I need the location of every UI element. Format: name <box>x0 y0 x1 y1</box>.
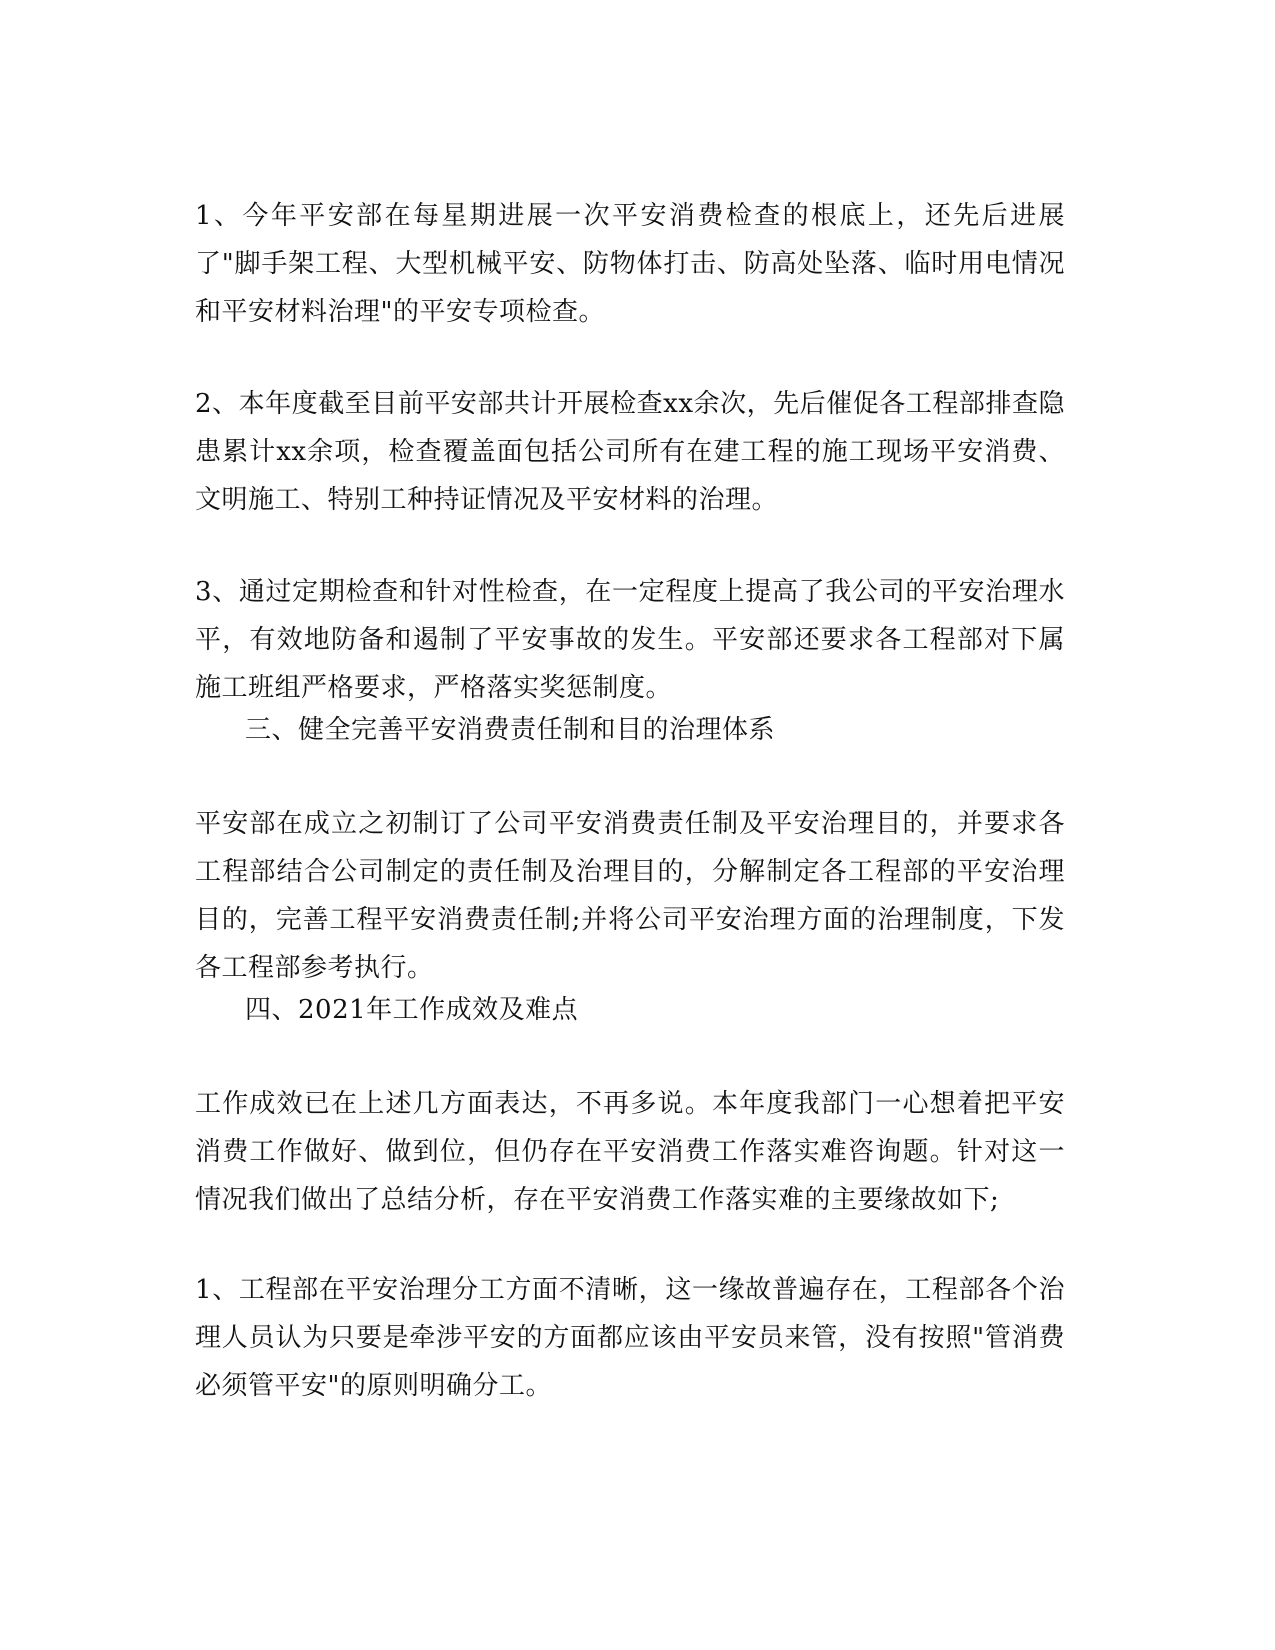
paragraph-regular-inspection: 3、通过定期检查和针对性检查，在一定程度上提高了我公司的平安治理水平，有效地防备和遏制了平安事故的发生。平安部还要求各工程部对下属施工班组严格要求，严格落实奖惩制度。 <box>195 577 1065 703</box>
paragraph-responsibility-system: 平安部在成立之初制订了公司平安消费责任制及平安治理目的，并要求各工程部结合公司制定的责任制及治理目的，分解制定各工程部的平安治理目的，完善工程平安消费责任制;并将公司平安治理方面的治理制度，下发各工程部参考执行。 <box>195 809 1065 983</box>
paragraph-inspection-count: 2、本年度截至目前平安部共计开展检查xx余次，先后催促各工程部排查隐患累计xx余项，检查覆盖面包括公司所有在建工程的施工现场平安消费、文明施工、特别工种持证情况及平安材料的治理。 <box>195 389 1065 515</box>
paragraph-safety-inspection: 1、今年平安部在每星期进展一次平安消费检查的根底上，还先后进展了"脚手架工程、大型机械平安、防物体打击、防高处坠落、临时用电情况和平安材料治理"的平安专项检查。 <box>195 201 1065 327</box>
section-heading-achievements: 四、2021年工作成效及难点 <box>245 995 579 1025</box>
paragraph-achievements: 工作成效已在上述几方面表达，不再多说。本年度我部门一心想着把平安消费工作做好、做到位，但仍存在平安消费工作落实难咨询题。针对这一情况我们做出了总结分析，存在平安消费工作落实难的主要缘故如下; <box>195 1089 1065 1215</box>
section-heading-responsibility: 三、健全完善平安消费责任制和目的治理体系 <box>245 715 776 745</box>
paragraph-division-of-labor: 1、工程部在平安治理分工方面不清晰，这一缘故普遍存在，工程部各个治理人员认为只要是牵涉平安的方面都应该由平安员来管，没有按照"管消费必须管平安"的原则明确分工。 <box>195 1275 1065 1401</box>
